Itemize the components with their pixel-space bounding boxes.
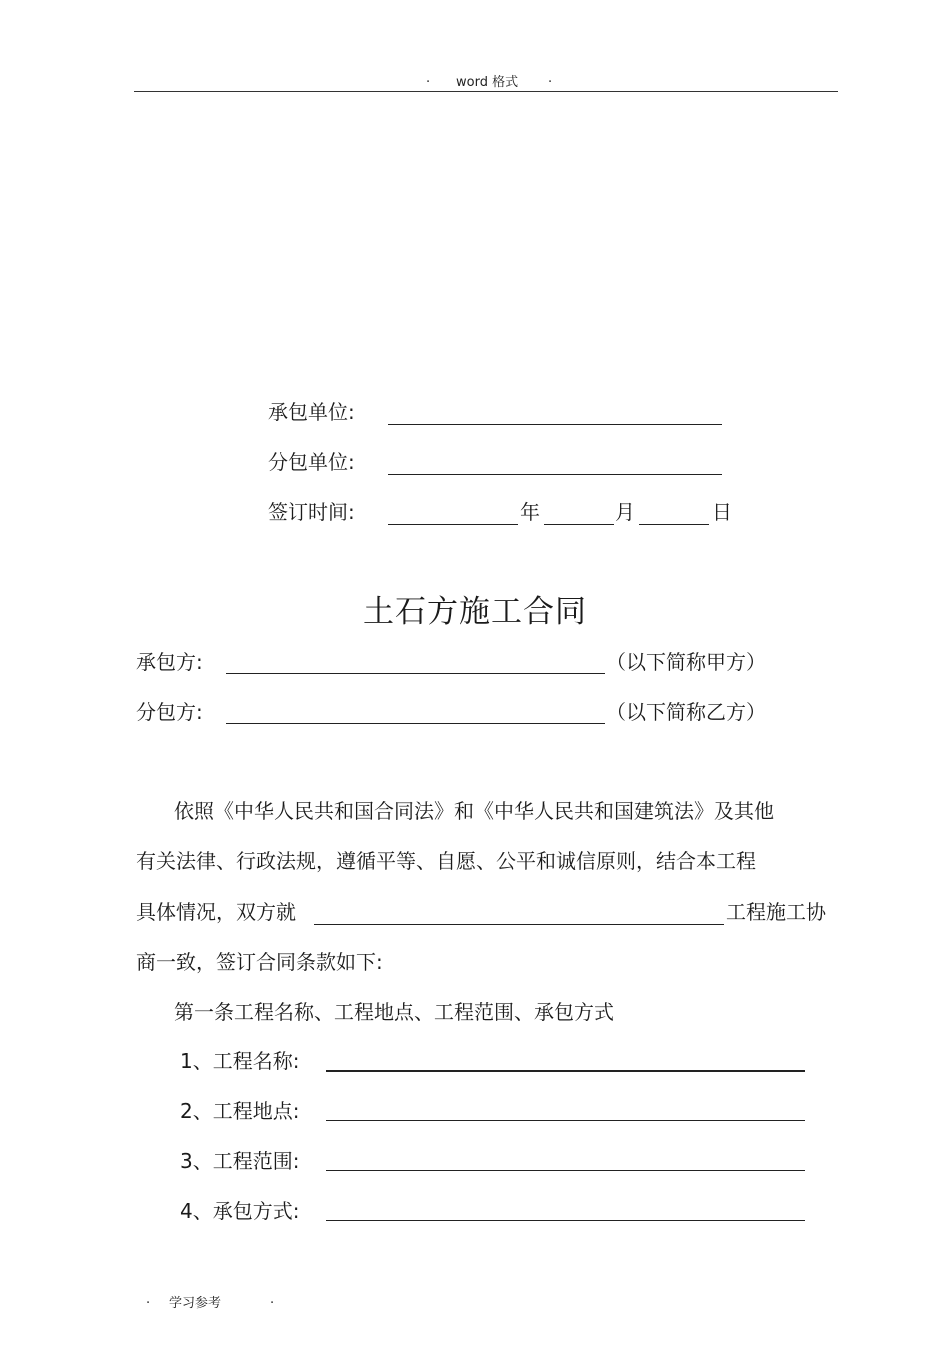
signing-time-label: 签订时间: [268,500,355,524]
party-a-blank [226,673,605,674]
contract-title: 土石方施工合同 [363,594,587,630]
preamble-line-3-start: 具体情况，双方就 [136,900,296,924]
preamble-line-3-end: 工程施工协 [726,900,826,924]
item-contract-method-label: 4、承包方式: [180,1199,300,1223]
party-b-note: （以下简称乙方） [606,700,766,724]
preamble-line-2: 有关法律、行政法规，遵循平等、自愿、公平和诚信原则，结合本工程 [136,849,756,873]
footer-dot-right: . [270,1292,275,1307]
header-text: word 格式 [456,75,519,90]
item-project-name-blank [326,1070,805,1072]
footer-text: 学习参考 [169,1296,222,1311]
contractor-label: 承包单位: [268,400,355,424]
subcontractor-label: 分包单位: [268,450,355,474]
item-project-name-label: 1、工程名称: [180,1049,300,1073]
header-dot-right: . [548,71,553,86]
contractor-blank [388,424,722,425]
year-label: 年 [520,500,540,524]
month-blank [544,524,614,525]
item-project-location-label: 2、工程地点: [180,1099,300,1123]
preamble-line-4: 商一致，签订合同条款如下: [136,950,383,974]
subcontractor-blank [388,474,722,475]
item-project-scope-blank [326,1170,805,1171]
party-a-note: （以下简称甲方） [606,650,766,674]
party-a-label: 承包方: [136,650,203,674]
day-blank [639,524,709,525]
party-b-blank [226,723,605,724]
header-dot-left: . [426,71,431,86]
item-contract-method-blank [326,1220,805,1221]
year-blank [388,524,518,525]
month-label: 月 [615,500,635,524]
item-project-location-blank [326,1120,805,1121]
item-project-scope-label: 3、工程范围: [180,1149,300,1173]
article-1-heading: 第一条工程名称、工程地点、工程范围、承包方式 [174,1000,614,1024]
preamble-line-1: 依照《中华人民共和国合同法》和《中华人民共和国建筑法》及其他 [174,799,774,823]
party-b-label: 分包方: [136,700,203,724]
day-label: 日 [712,500,732,524]
project-name-blank [314,924,724,925]
header-rule [134,91,838,92]
footer-dot-left: . [146,1292,151,1307]
